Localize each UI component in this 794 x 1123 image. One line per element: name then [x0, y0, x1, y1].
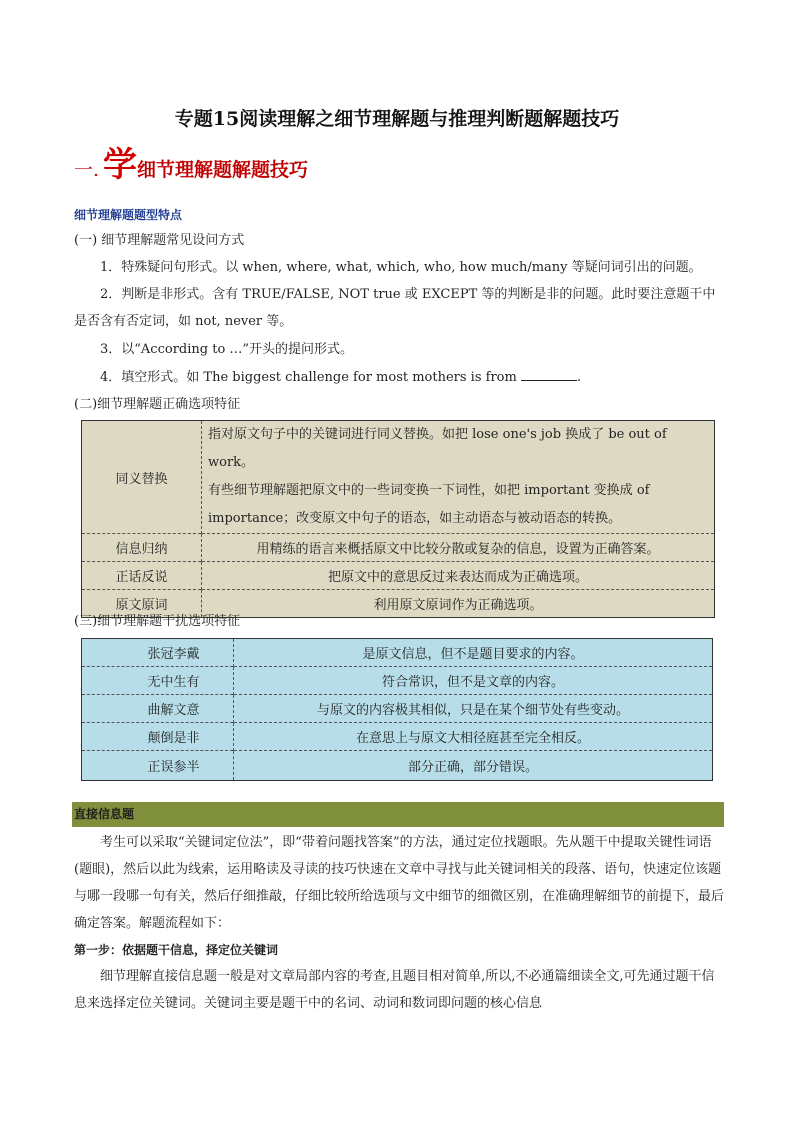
table-cell-text: 部分正确，部分错误。	[234, 751, 713, 781]
table-row	[82, 695, 713, 723]
table-cell-text: 利用原文原词作为正确选项。	[202, 590, 715, 618]
document-title: 专题15阅读理解之细节理解题与推理判断题解题技巧	[174, 108, 620, 130]
part1-item-4-text: 4．填空形式。如 The biggest challenge for most mothers is from	[100, 370, 517, 385]
table-row	[82, 639, 713, 667]
table-cell-label: 张冠李戴	[82, 639, 234, 667]
table-row	[82, 723, 713, 751]
table-row	[82, 562, 715, 590]
table-cell-label: 颠倒是非	[82, 723, 234, 751]
direct-paragraph-2: 细节理解直接信息题一般是对文章局部内容的考查,且题目相对简单,所以,不必通篇细读全文,可先通过题干信息来选择定位关键词。关键词主要是题干中的名词、动词和数词即问题的核心信息	[74, 969, 715, 1011]
part1-item-4-end: .	[576, 370, 582, 385]
table-row	[82, 751, 713, 781]
table-row	[82, 421, 715, 534]
section-logo-character: 学	[103, 145, 138, 185]
section-number: 一.	[74, 159, 100, 181]
table-cell-text: 是原文信息，但不是题目要求的内容。	[362, 647, 584, 662]
part1-heading: (一) 细节理解题常见设问方式	[74, 233, 245, 248]
table-cell-label: 正话反说	[82, 562, 202, 590]
table-cell-text: 指对原文句子中的关键词进行同义替换。如把 lose one's job 换成了 be out of work。 有些细节理解题把原文中的一些词变换一下词性，如把 important 变换成 of importance；改变原文中句子的语态，如主动语态与被动语态的转换。	[208, 427, 667, 526]
table-cell-label: 无中生有	[82, 667, 234, 695]
table-cell-label: 正误参半	[82, 751, 234, 781]
fill-blank	[521, 368, 577, 381]
table-cell-text: 把原文中的意思反过来表达而成为正确选项。	[202, 562, 715, 590]
table-cell-label: 信息归纳	[82, 534, 202, 562]
table-cell-label: 原文原词	[82, 590, 202, 618]
part1-item-3: 3．以“According to …”开头的提问形式。	[100, 342, 354, 357]
section-heading-1	[74, 138, 309, 185]
part1-item-1: 1．特殊疑问句形式。以 when, where, what, which, who, how much/many 等疑问词引出的问题。	[100, 260, 702, 275]
table-cell-text: 与原文的内容极其相似，只是在某个细节处有些变动。	[234, 695, 713, 723]
part2-heading: (二)细节理解题正确选项特征	[74, 397, 241, 412]
part3-heading: (三)细节理解题干扰选项特征	[74, 614, 241, 629]
table-cell-text: 符合常识，但不是文章的内容。	[234, 667, 713, 695]
table-cell-text: 用精练的语言来概括原文中比较分散或复杂的信息，设置为正确答案。	[202, 534, 715, 562]
table-row	[82, 667, 713, 695]
subsection-title: 细节理解题题型特点	[74, 208, 183, 222]
part1-item-2-cont: 是否含有否定词，如 not, never 等。	[74, 314, 293, 329]
table-row	[82, 534, 715, 562]
step-1-heading: 第一步：依据题干信息，择定位关键词	[74, 943, 279, 957]
direct-paragraph-1: 考生可以采取“关键词定位法”，即“带着问题找答案”的方法，通过定位找题眼。先从题干中提取关键性词语(题眼)，然后以此为线索，运用略读及寻读的技巧快速在文章中寻找与此关键词相关的段落、语句，快速定位该题与哪一段哪一句有关，然后仔细推敲，仔细比较所给选项与文中细节的细微区别，在准确理解细节的前提下，最后确定答案。解题流程如下：	[74, 835, 725, 931]
correct-option-table	[81, 420, 715, 618]
table-cell-label: 同义替换	[82, 421, 202, 534]
section-banner: 直接信息题	[72, 802, 724, 827]
part1-item-4	[100, 368, 581, 387]
part1-item-2: 2．判断是非形式。含有 TRUE/FALSE, NOT true 或 EXCEPT 等的判断是非的问题。此时要注意题干中	[100, 287, 716, 302]
section-title: 细节理解题解题技巧	[137, 159, 309, 181]
distractor-option-table	[81, 638, 713, 781]
table-cell-label: 曲解文意	[82, 695, 234, 723]
table-cell-text: 在意思上与原文大相径庭甚至完全相反。	[234, 723, 713, 751]
